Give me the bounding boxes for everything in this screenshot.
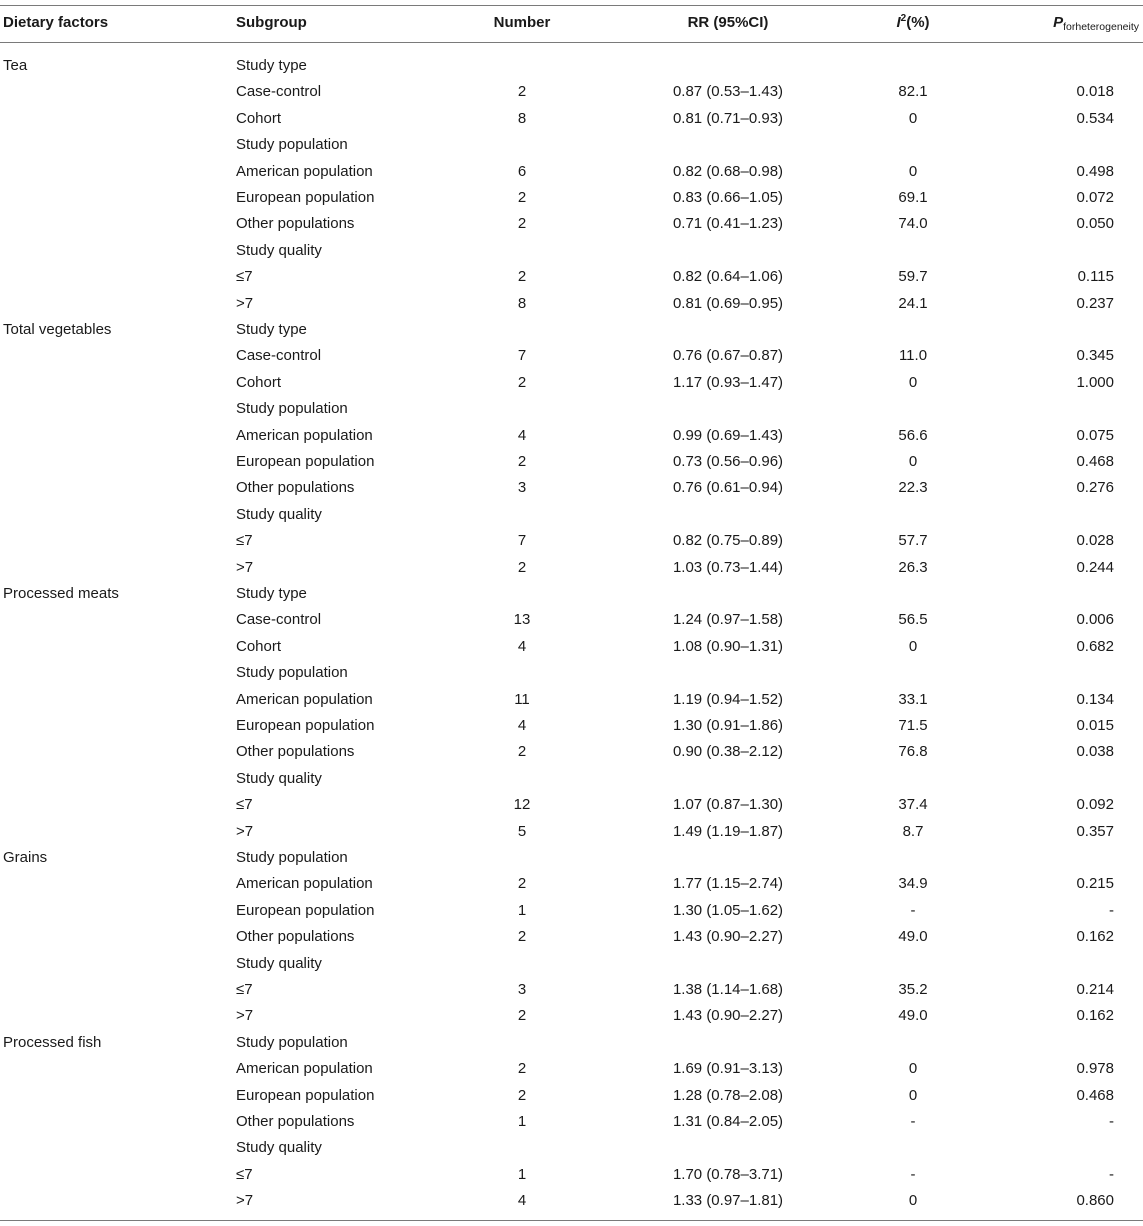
row-p-value: 0.534 [1076, 109, 1114, 127]
row-number: 3 [517, 981, 527, 998]
table-row [0, 79, 1143, 105]
row-subgroup: American population [236, 690, 373, 708]
row-subgroup: Other populations [236, 928, 355, 946]
table-row [0, 1030, 1143, 1056]
row-subgroup: American population [236, 426, 373, 444]
row-p-value: 0.115 [1077, 268, 1114, 286]
table-row [0, 1188, 1143, 1214]
row-i2: 59.7 [898, 268, 928, 286]
row-subgroup: Study quality [236, 241, 322, 259]
row-subgroup: ≤7 [236, 1165, 253, 1183]
row-subgroup: >7 [236, 1007, 254, 1025]
row-p-value: - [1109, 1113, 1114, 1130]
header-row [0, 9, 1143, 37]
table-row [0, 951, 1143, 977]
table-row [0, 555, 1143, 581]
row-p-value: 0.468 [1076, 1086, 1114, 1104]
row-subgroup: Study type [236, 585, 307, 602]
row-number: 8 [517, 294, 527, 312]
row-subgroup: American population [236, 875, 373, 893]
row-rr-ci: 1.70 (0.78–3.71) [672, 1165, 784, 1183]
row-subgroup: Cohort [236, 109, 282, 127]
row-number: 2 [517, 453, 527, 470]
table-row [0, 528, 1143, 554]
table-row [0, 1003, 1143, 1029]
row-subgroup: ≤7 [236, 796, 253, 814]
row-rr-ci: 0.76 (0.67–0.87) [672, 347, 784, 365]
row-i2: 49.0 [898, 928, 928, 946]
row-subgroup: Case-control [236, 347, 322, 365]
row-number: 4 [517, 637, 527, 655]
table-row [0, 792, 1143, 818]
row-i2: 33.1 [898, 690, 928, 708]
row-rr-ci: 1.19 (0.94–1.52) [672, 690, 784, 708]
row-subgroup: Cohort [236, 373, 282, 391]
row-dietary-factor: Total vegetables [3, 321, 112, 338]
row-i2: - [910, 1165, 916, 1183]
row-i2: - [910, 1113, 916, 1130]
row-p-value: 0.498 [1076, 162, 1114, 180]
row-number: 2 [517, 1007, 527, 1025]
row-number: 3 [517, 479, 527, 497]
row-subgroup: ≤7 [236, 981, 253, 998]
row-subgroup: ≤7 [236, 532, 253, 550]
table-row [0, 264, 1143, 290]
row-rr-ci: 1.30 (1.05–1.62) [672, 901, 784, 919]
row-p-value: 0.237 [1076, 294, 1114, 312]
row-p-value: 0.075 [1076, 426, 1114, 444]
table-row [0, 687, 1143, 713]
row-number: 2 [517, 215, 527, 233]
row-number: 4 [517, 1192, 527, 1210]
row-number: 2 [517, 373, 527, 391]
row-subgroup: European population [236, 901, 375, 919]
row-subgroup: Cohort [236, 637, 282, 655]
row-number: 2 [517, 189, 527, 206]
bottom-rule [0, 1220, 1143, 1221]
row-number: 6 [517, 162, 527, 180]
row-p-value: 0.214 [1076, 981, 1114, 998]
row-number: 1 [517, 1113, 527, 1130]
row-rr-ci: 1.33 (0.97–1.81) [672, 1192, 784, 1210]
row-rr-ci: 0.71 (0.41–1.23) [672, 215, 784, 233]
row-i2: 35.2 [898, 981, 928, 998]
row-subgroup: Study type [236, 57, 307, 74]
row-number: 1 [517, 901, 527, 919]
row-subgroup: Study population [236, 400, 348, 418]
table-row [0, 502, 1143, 528]
row-number: 1 [517, 1165, 527, 1183]
row-i2: 0 [908, 373, 918, 391]
row-number: 2 [517, 268, 527, 286]
row-subgroup: Other populations [236, 1113, 355, 1130]
table-row [0, 423, 1143, 449]
row-rr-ci: 1.43 (0.90–2.27) [672, 928, 784, 946]
row-rr-ci: 1.08 (0.90–1.31) [672, 637, 784, 655]
row-p-value: 0.357 [1076, 822, 1114, 840]
row-subgroup: Study quality [236, 769, 322, 787]
row-rr-ci: 1.07 (0.87–1.30) [672, 796, 784, 814]
table-row [0, 898, 1143, 924]
row-number: 2 [517, 875, 527, 893]
row-i2: 74.0 [898, 215, 928, 233]
table-row [0, 291, 1143, 317]
row-i2: 37.4 [898, 796, 928, 814]
row-dietary-factor: Tea [3, 57, 28, 74]
row-p-value: 0.015 [1076, 717, 1114, 734]
row-i2: 8.7 [902, 822, 924, 840]
row-p-value: 1.000 [1076, 373, 1114, 391]
row-p-value: 0.215 [1076, 875, 1114, 893]
row-i2: 11.0 [898, 347, 928, 365]
row-number: 4 [517, 426, 527, 444]
row-subgroup: >7 [236, 558, 254, 576]
row-rr-ci: 0.90 (0.38–2.12) [672, 743, 784, 761]
row-p-value: 0.006 [1076, 611, 1114, 629]
row-p-value: - [1109, 901, 1114, 919]
header-p-heterogeneity: $P_{forheterogeneity}$ [1053, 14, 1139, 33]
row-subgroup: >7 [236, 822, 254, 840]
row-rr-ci: 1.69 (0.91–3.13) [672, 1060, 784, 1078]
row-p-value: 0.072 [1076, 189, 1114, 206]
row-rr-ci: 1.77 (1.15–2.74) [672, 875, 784, 893]
row-subgroup: European population [236, 717, 375, 734]
row-p-value: 0.276 [1076, 479, 1114, 497]
row-number: 7 [517, 347, 527, 365]
row-p-value: 0.682 [1076, 637, 1114, 655]
row-rr-ci: 0.81 (0.71–0.93) [672, 109, 784, 127]
row-i2: 56.6 [898, 426, 928, 444]
row-rr-ci: 1.31 (0.84–2.05) [672, 1113, 784, 1130]
row-number: 4 [517, 717, 527, 734]
row-i2: 0 [908, 1192, 918, 1210]
table-row [0, 238, 1143, 264]
row-number: 8 [517, 109, 527, 127]
row-i2: 0 [908, 109, 918, 127]
header-dietary-factors: Dietary factors [3, 14, 109, 31]
row-p-value: 0.244 [1076, 558, 1114, 576]
row-i2: 69.1 [898, 189, 928, 206]
table-row [0, 211, 1143, 237]
row-subgroup: ≤7 [236, 268, 253, 286]
table-row [0, 449, 1143, 475]
table-row [0, 343, 1143, 369]
table-row [0, 819, 1143, 845]
row-rr-ci: 0.82 (0.64–1.06) [672, 268, 784, 286]
header-rule [0, 42, 1143, 43]
row-subgroup: American population [236, 162, 373, 180]
header-i2: $I^2(\%)$ [896, 13, 930, 31]
table-row [0, 185, 1143, 211]
row-p-value: 0.162 [1076, 928, 1114, 946]
table-row [0, 370, 1143, 396]
row-number: 12 [513, 796, 531, 814]
row-i2: 0 [908, 162, 918, 180]
table-row [0, 132, 1143, 158]
row-number: 7 [517, 532, 527, 550]
row-rr-ci: 1.49 (1.19–1.87) [672, 822, 784, 840]
top-rule [0, 5, 1143, 6]
row-rr-ci: 1.38 (1.14–1.68) [672, 981, 784, 998]
row-i2: 56.5 [898, 611, 928, 629]
row-subgroup: Other populations [236, 743, 355, 761]
table-row [0, 475, 1143, 501]
table-row [0, 581, 1143, 607]
table-row [0, 159, 1143, 185]
table-row [0, 766, 1143, 792]
row-subgroup: Case-control [236, 83, 322, 101]
row-subgroup: Case-control [236, 611, 322, 629]
row-dietary-factor: Processed fish [3, 1033, 102, 1051]
row-i2: - [910, 901, 916, 919]
row-p-value: 0.018 [1076, 83, 1114, 101]
row-subgroup: Study quality [236, 954, 322, 972]
row-number: 13 [513, 611, 531, 629]
row-rr-ci: 1.43 (0.90–2.27) [672, 1007, 784, 1025]
row-subgroup: European population [236, 453, 375, 470]
header-subgroup: Subgroup [236, 14, 307, 31]
row-p-value: 0.978 [1076, 1060, 1114, 1078]
table-row [0, 977, 1143, 1003]
row-dietary-factor: Processed meats [3, 585, 119, 602]
header-rr: RR (95%CI) [687, 14, 769, 31]
row-i2: 24.1 [898, 294, 928, 312]
table-row [0, 845, 1143, 871]
table-row [0, 396, 1143, 422]
row-i2: 26.3 [898, 558, 928, 576]
row-subgroup: American population [236, 1060, 373, 1078]
row-subgroup: Other populations [236, 215, 355, 233]
table-row [0, 1083, 1143, 1109]
table-row [0, 1162, 1143, 1188]
table-row [0, 106, 1143, 132]
row-rr-ci: 0.83 (0.66–1.05) [672, 189, 784, 206]
row-rr-ci: 1.30 (0.91–1.86) [672, 717, 784, 734]
header-number: Number [493, 14, 551, 31]
row-p-value: 0.092 [1076, 796, 1114, 814]
table-row [0, 634, 1143, 660]
row-rr-ci: 0.76 (0.61–0.94) [672, 479, 784, 497]
row-subgroup: Study population [236, 664, 348, 682]
row-p-value: - [1109, 1165, 1114, 1183]
row-rr-ci: 0.82 (0.75–0.89) [672, 532, 784, 550]
row-rr-ci: 1.28 (0.78–2.08) [672, 1086, 784, 1104]
table-row [0, 53, 1143, 79]
row-dietary-factor: Grains [3, 849, 48, 866]
row-subgroup: Study population [236, 136, 348, 154]
row-subgroup: Study quality [236, 1139, 322, 1157]
row-number: 2 [517, 1086, 527, 1104]
table-row [0, 739, 1143, 765]
row-i2: 57.7 [898, 532, 928, 550]
row-i2: 22.3 [898, 479, 928, 497]
row-subgroup: Study population [236, 1033, 348, 1051]
row-number: 2 [517, 83, 527, 101]
row-subgroup: European population [236, 1086, 375, 1104]
row-number: 5 [517, 822, 527, 840]
row-p-value: 0.050 [1076, 215, 1114, 233]
row-p-value: 0.468 [1076, 453, 1114, 470]
row-rr-ci: 0.73 (0.56–0.96) [672, 453, 784, 470]
row-i2: 34.9 [898, 875, 928, 893]
table-row [0, 1056, 1143, 1082]
row-i2: 0 [908, 637, 918, 655]
row-number: 2 [517, 558, 527, 576]
table-row [0, 317, 1143, 343]
row-number: 2 [517, 743, 527, 761]
row-i2: 0 [908, 1086, 918, 1104]
row-i2: 0 [908, 453, 918, 470]
row-i2: 82.1 [898, 83, 928, 101]
row-number: 2 [517, 1060, 527, 1078]
row-number: 2 [517, 928, 527, 946]
row-subgroup: Study type [236, 321, 307, 338]
table-row [0, 660, 1143, 686]
row-rr-ci: 0.87 (0.53–1.43) [672, 83, 784, 101]
row-subgroup: European population [236, 189, 375, 206]
table-row [0, 871, 1143, 897]
row-i2: 76.8 [898, 743, 928, 761]
row-p-value: 0.028 [1076, 532, 1114, 550]
table-row [0, 924, 1143, 950]
row-i2: 71.5 [898, 717, 928, 734]
row-subgroup: >7 [236, 294, 254, 312]
row-p-value: 0.162 [1076, 1007, 1114, 1025]
table-row [0, 1135, 1143, 1161]
row-rr-ci: 0.99 (0.69–1.43) [672, 426, 784, 444]
row-i2: 49.0 [898, 1007, 928, 1025]
table-row [0, 607, 1143, 633]
row-rr-ci: 0.81 (0.69–0.95) [672, 294, 784, 312]
row-rr-ci: 1.03 (0.73–1.44) [672, 558, 784, 576]
row-i2: 0 [908, 1060, 918, 1078]
row-subgroup: Study quality [236, 505, 322, 523]
row-rr-ci: 1.24 (0.97–1.58) [672, 611, 784, 629]
row-p-value: 0.134 [1076, 690, 1114, 708]
row-subgroup: Other populations [236, 479, 355, 497]
row-p-value: 0.038 [1076, 743, 1114, 761]
row-p-value: 0.860 [1076, 1192, 1114, 1210]
row-subgroup: >7 [236, 1192, 254, 1210]
row-number: 11 [514, 690, 530, 708]
row-p-value: 0.345 [1076, 347, 1114, 365]
row-rr-ci: 1.17 (0.93–1.47) [672, 373, 784, 391]
table-row [0, 713, 1143, 739]
table-row [0, 1109, 1143, 1135]
row-subgroup: Study population [236, 849, 348, 866]
row-rr-ci: 0.82 (0.68–0.98) [672, 162, 784, 180]
